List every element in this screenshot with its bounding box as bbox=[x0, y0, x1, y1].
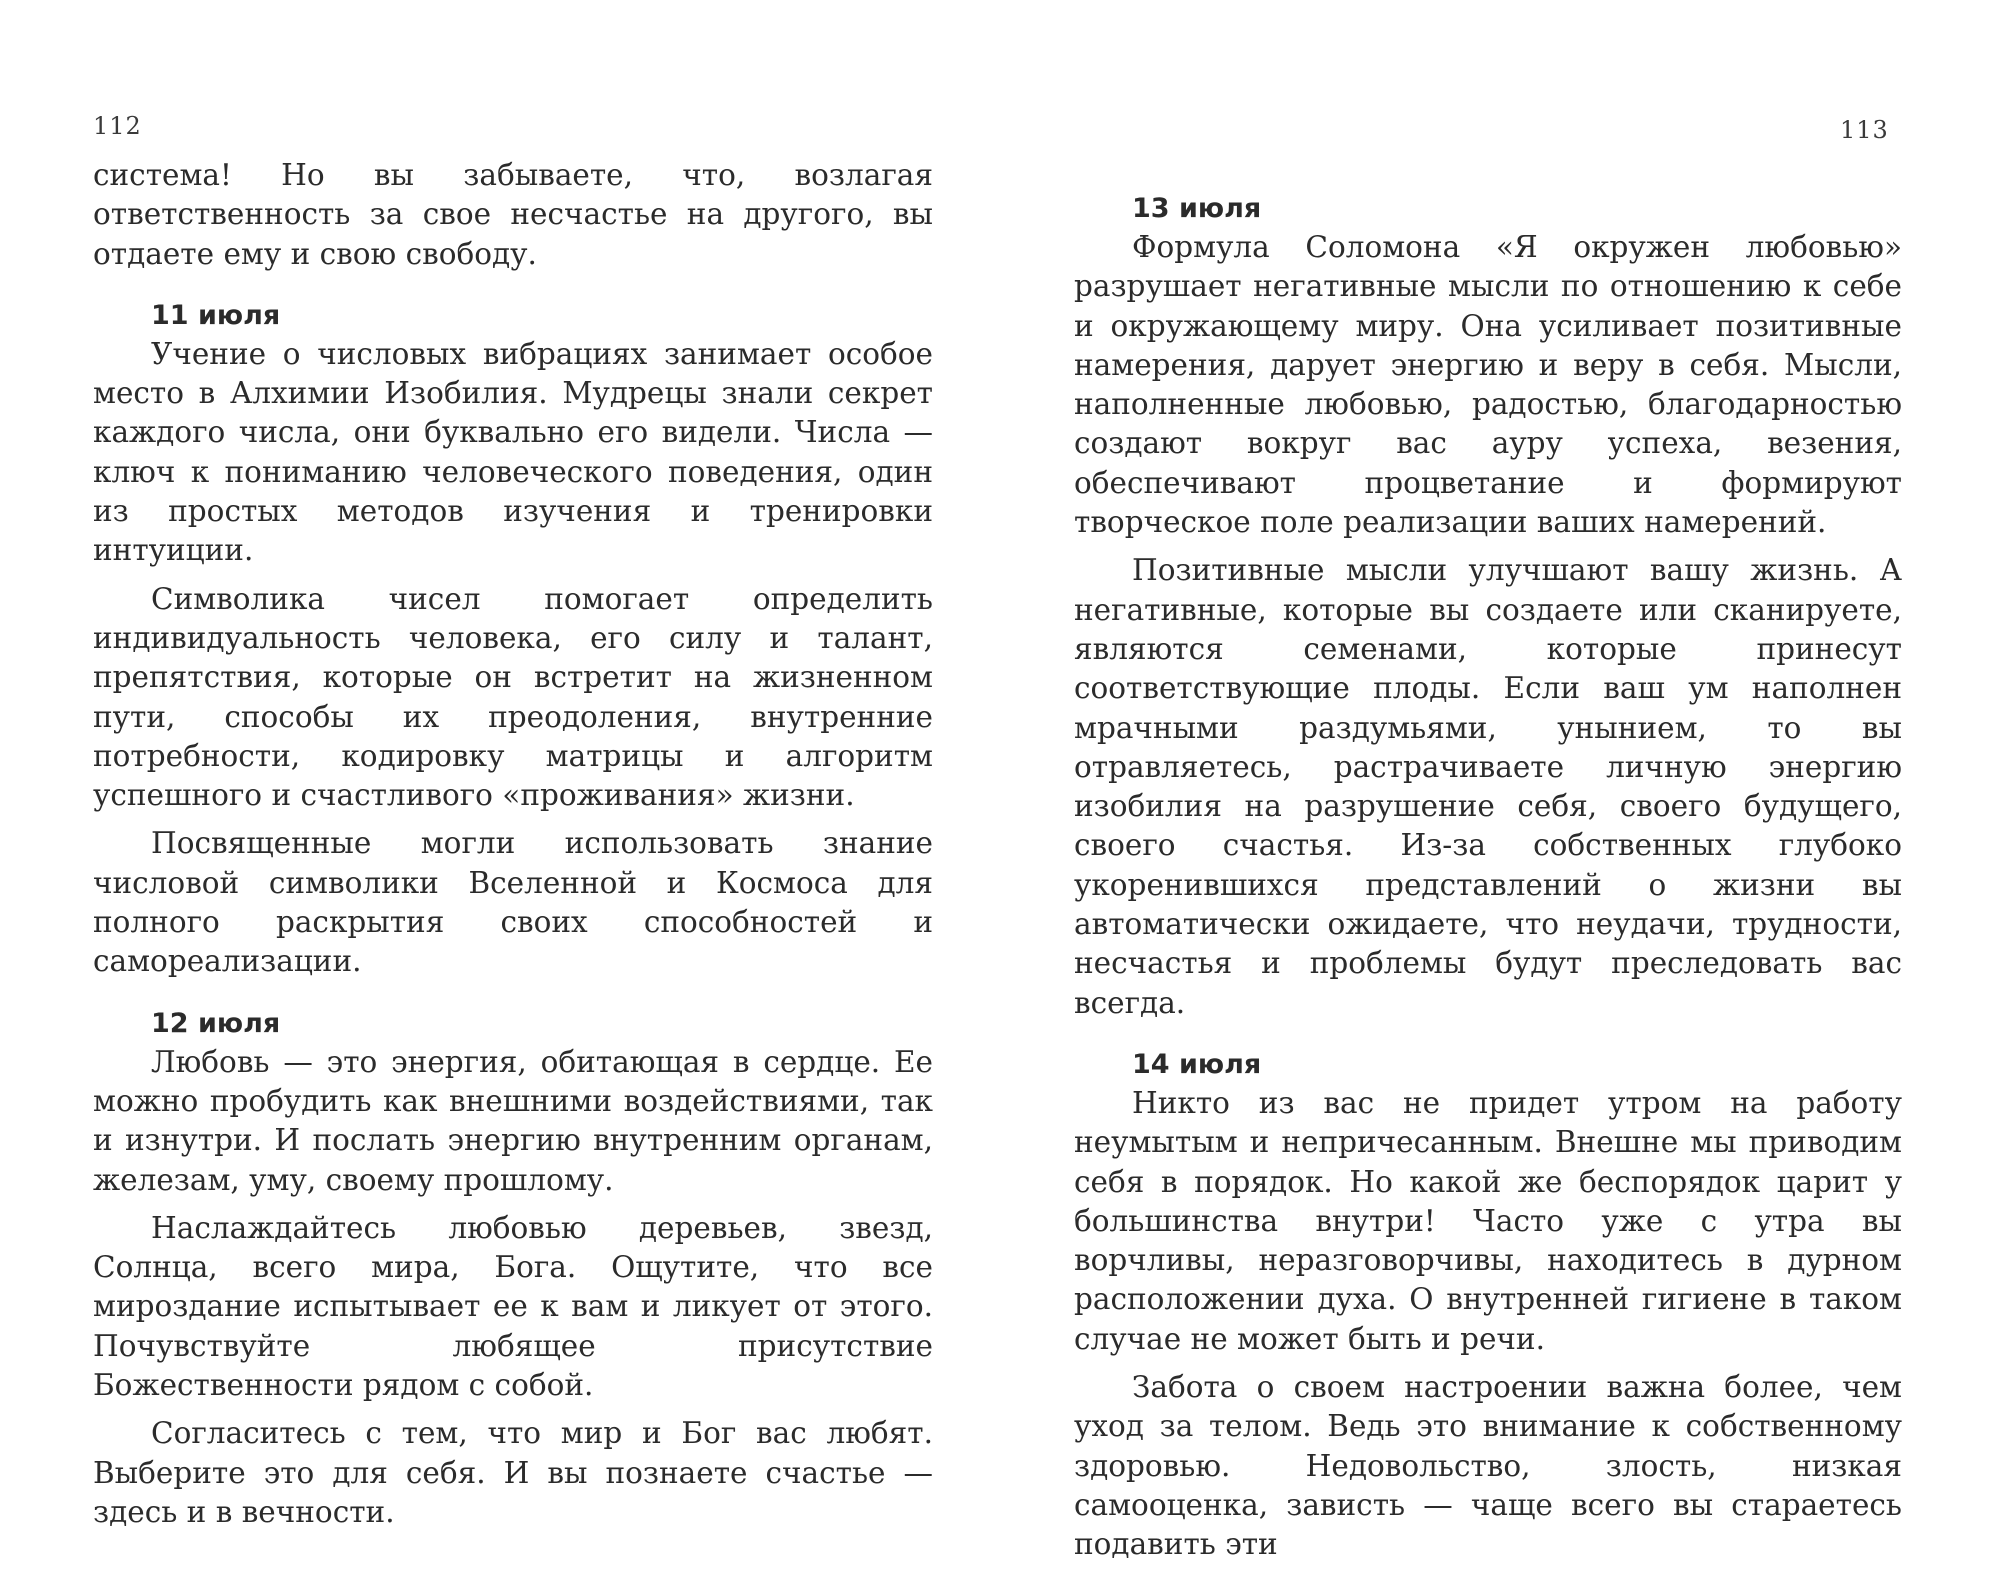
paragraph: Позитивные мысли улучшают вашу жизнь. А негативные, которые вы создаете или сканируете, являются семенами, которые принесут соответствующие плоды. Если ваш ум наполнен мрачными раздумьями, унынием, то вы отравляетесь, растрачиваете личную энергию изобилия на разрушение себя, своего будущего, своего счастья. Из-за собственных глубоко укоренившихся представлений о жизни вы автоматически ожидаете, что неудачи, трудности, несчастья и проблемы будут преследовать вас всегда. bbox=[1074, 553, 1902, 1020]
paragraph: Наслаждайтесь любовью деревьев, звезд, Солнца, всего мира, Бога. Ощутите, что все мироздание испытывает ее к вам и ликует от этого. Почувствуйте любящее присутствие Божественности рядом с собой. bbox=[93, 1210, 933, 1403]
paragraph: Никто из вас не придет утром на работу неумытым и непричесанным. Внешне мы приводим себя в порядок. Но какой же беспорядок царит у большинства внутри! Часто уже с утра вы ворчливы, неразговорчивы, находитесь в дурном расположении духа. О внутренней гигиене в таком случае не может быть и речи. bbox=[1074, 1085, 1902, 1356]
left-page-column bbox=[93, 156, 933, 1532]
paragraph: Учение о числовых вибрациях занимает особое место в Алхимии Изобилия. Мудрецы знали секрет каждого числа, они буквально его видели. Числа — ключ к пониманию человеческого поведения, один из простых методов изучения и тренировки интуиции. bbox=[93, 336, 933, 568]
paragraph: Любовь — это энергия, обитающая в сердце. Ее можно пробудить как внешними воздействиями, так и изнутри. И послать энергию внутренним органам, железам, уму, своему прошлому. bbox=[93, 1044, 933, 1197]
entry-date-heading: 14 июля bbox=[1132, 1048, 1262, 1080]
entry-date-heading: 11 июля bbox=[151, 299, 281, 331]
paragraph: Забота о своем настроении важна более, чем уход за телом. Ведь это внимание к собственному здоровью. Недовольство, злость, низкая самооценка, зависть — чаще всего вы стараетесь подавить эти bbox=[1074, 1370, 1902, 1562]
paragraph: Символика чисел помогает определить индивидуальность человека, его силу и талант, препятствия, которые он встретит на жизненном пути, способы их преодоления, внутренние потребности, кодировку матрицы и алгоритм успешного и счастливого «проживания» жизни. bbox=[93, 581, 933, 813]
page-number-left: 112 bbox=[93, 112, 142, 140]
paragraph: Посвященные могли использовать знание числовой символики Вселенной и Космоса для полного раскрытия своих способностей и самореализации. bbox=[93, 826, 933, 979]
entry-date-heading: 13 июля bbox=[1132, 193, 1262, 224]
paragraph: Формула Соломона «Я окружен любовью» разрушает негативные мысли по отношению к себе и окружающему миру. Она усиливает позитивные намерения, дарует энергию и веру в себя. Мысли, наполненные любовью, радостью, благодарностью создают вокруг вас ауру успеха, везения, обеспечивают процветание и формируют творческое поле реализации ваших намерений. bbox=[1074, 230, 1902, 540]
right-page-column bbox=[1074, 189, 1902, 1565]
page-number-right: 113 bbox=[1840, 116, 1889, 144]
continued-paragraph: система! Но вы забываете, что, возлагая ответственность за свое несчастье на другого, вы отдаете ему и свою свободу. bbox=[93, 158, 933, 271]
entry-date-heading: 12 июля bbox=[151, 1007, 281, 1039]
paragraph: Согласитесь с тем, что мир и Бог вас любят. Выберите это для себя. И вы познаете счастье — здесь и в вечности. bbox=[93, 1416, 933, 1529]
